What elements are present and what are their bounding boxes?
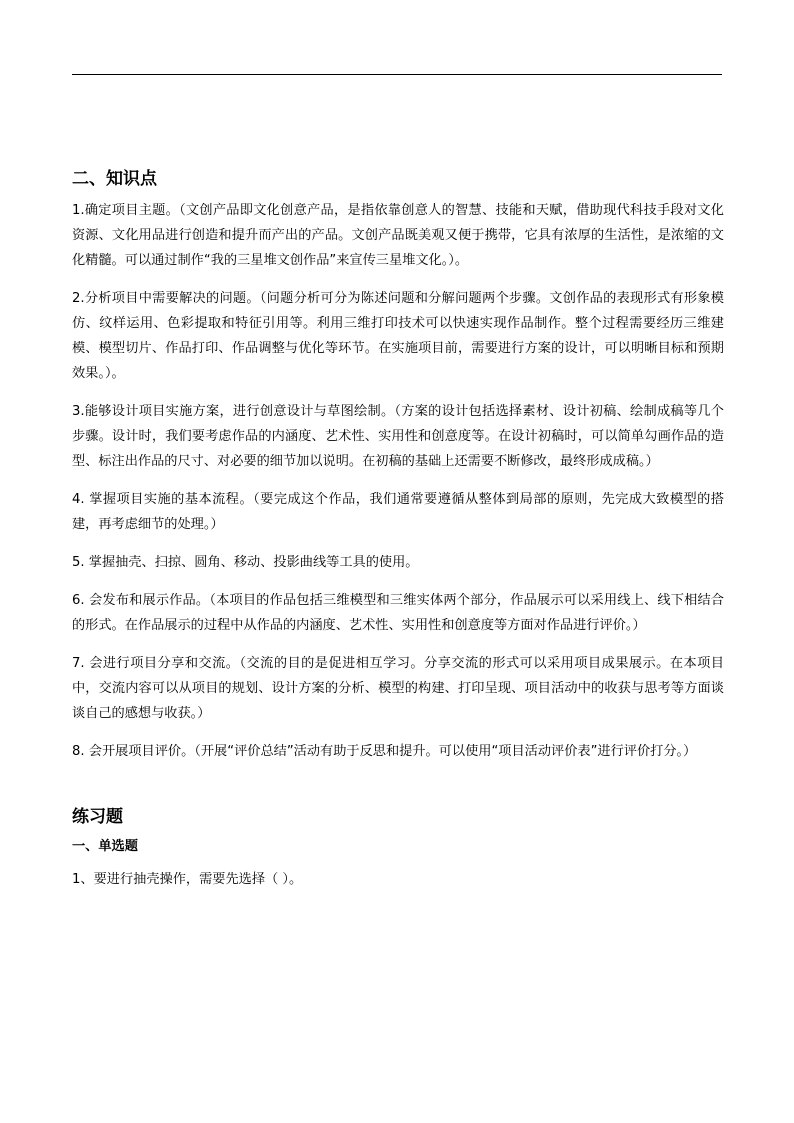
section-heading-knowledge-points: 二、知识点 (72, 169, 157, 189)
document-body (72, 166, 724, 892)
question-1: 1、要进行抽壳操作，需要先选择（ ）。 (72, 872, 303, 887)
knowledge-point-6: 6. 会发布和展示作品。（本项目的作品包括三维模型和三维实体两个部分，作品展示可以采用线上、线下相结合的形式。在作品展示的过程中从作品的内涵度、艺术性、实用性和创意度等方面对作品进行评价。） (72, 593, 724, 633)
header-rule (72, 74, 722, 75)
knowledge-point-5: 5. 掌握抽壳、扫掠、圆角、移动、投影曲线等工具的使用。 (72, 555, 419, 570)
single-choice-heading: 一、单选题 (72, 839, 138, 854)
knowledge-point-2: 2.分析项目中需要解决的问题。（问题分析可分为陈述问题和分解问题两个步骤。文创作品的表现形式有形象模仿、纹样运用、色彩提取和特征引用等。利用三维打印技术可以快速实现作品制作。整个过程需要经历三维建模、模型切片、作品打印、作品调整与优化等环节。在实施项目前，需要进行方案的设计，可以明晰目标和预期效果。）。 (72, 291, 724, 381)
knowledge-point-7: 7. 会进行项目分享和交流。（交流的目的是促进相互学习。分享交流的形式可以采用项目成果展示。在本项目中，交流内容可以从项目的规划、设计方案的分析、模型的构建、打印呈现、项目活动中的收获与思考等方面谈谈自己的感想与收获。） (72, 656, 724, 721)
knowledge-point-4: 4. 掌握项目实施的基本流程。（要完成这个作品，我们通常要遵循从整体到局部的原则，先完成大致模型的搭建，再考虑细节的处理。） (72, 492, 724, 532)
knowledge-point-3: 3.能够设计项目实施方案，进行创意设计与草图绘制。（方案的设计包括选择素材、设计初稿、绘制成稿等几个步骤。设计时，我们要考虑作品的内涵度、艺术性、实用性和创意度等。在设计初稿时，可以简单勾画作品的造型、标注出作品的尺寸、对必要的细节加以说明。在初稿的基础上还需要不断修改，最终形成成稿。） (72, 404, 724, 469)
knowledge-point-1: 1.确定项目主题。（文创产品即文化创意产品，是指依靠创意人的智慧、技能和天赋，借助现代科技手段对文化资源、文化用品进行创造和提升而产出的产品。文创产品既美观又便于携带，它具有浓厚的生活性，是浓缩的文化精髓。可以通过制作“我的三星堆文创作品”来宣传三星堆文化。）。 (72, 203, 724, 268)
exercises-heading: 练习题 (72, 807, 123, 827)
knowledge-point-8: 8. 会开展项目评价。（开展“评价总结”活动有助于反思和提升。可以使用“项目活动评价表”进行评价打分。） (72, 744, 697, 759)
